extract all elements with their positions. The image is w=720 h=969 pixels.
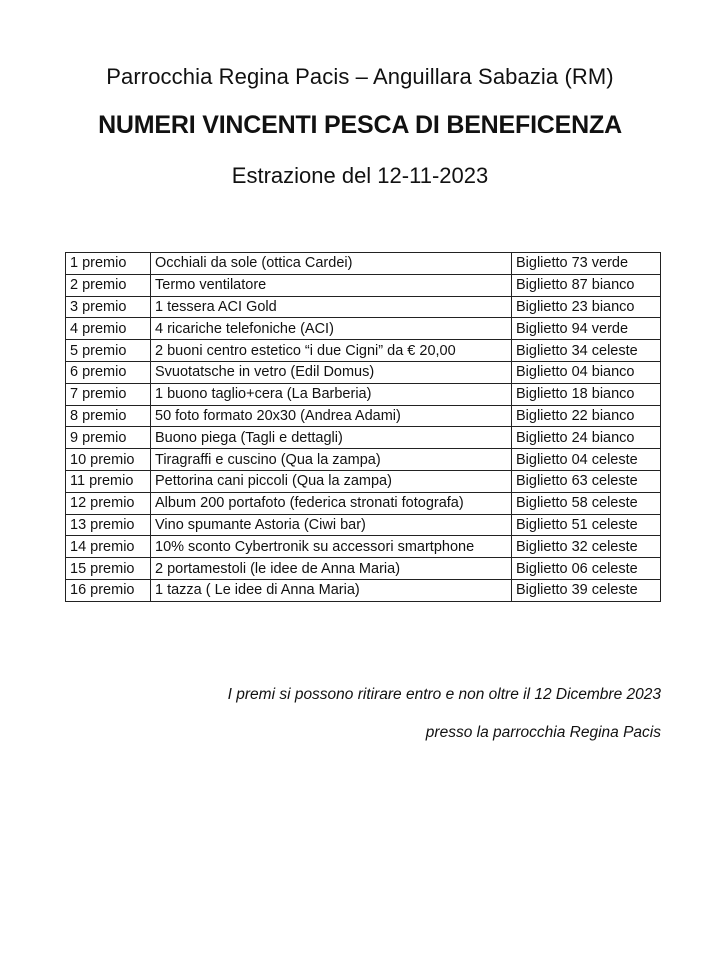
prize-rank-cell: 5 premio [66, 340, 151, 362]
prize-description-cell: 2 portamestoli (le idee de Anna Maria) [151, 558, 512, 580]
prize-description-cell: Pettorina cani piccoli (Qua la zampa) [151, 470, 512, 492]
footer-deadline: I premi si possono ritirare entro e non oltre il 12 Dicembre 2023 [227, 686, 661, 703]
prize-description-cell: 1 tessera ACI Gold [151, 296, 512, 318]
prize-description-cell: 1 tazza ( Le idee di Anna Maria) [151, 579, 512, 601]
ticket-number-cell: Biglietto 04 celeste [512, 449, 661, 471]
prize-rank-cell: 9 premio [66, 427, 151, 449]
prize-rank-cell: 13 premio [66, 514, 151, 536]
ticket-number-cell: Biglietto 39 celeste [512, 579, 661, 601]
table-row [66, 536, 661, 558]
prize-rank-cell: 4 premio [66, 318, 151, 340]
prize-description-cell: Svuotatsche in vetro (Edil Domus) [151, 361, 512, 383]
footer-location: presso la parrocchia Regina Pacis [425, 724, 661, 741]
prize-description-cell: 50 foto formato 20x30 (Andrea Adami) [151, 405, 512, 427]
ticket-number-cell: Biglietto 24 bianco [512, 427, 661, 449]
table-row [66, 492, 661, 514]
ticket-number-cell: Biglietto 58 celeste [512, 492, 661, 514]
ticket-number-cell: Biglietto 18 bianco [512, 383, 661, 405]
ticket-number-cell: Biglietto 34 celeste [512, 340, 661, 362]
ticket-number-cell: Biglietto 04 bianco [512, 361, 661, 383]
prize-rank-cell: 16 premio [66, 579, 151, 601]
table-row [66, 449, 661, 471]
prize-rank-cell: 6 premio [66, 361, 151, 383]
prize-description-cell: 2 buoni centro estetico “i due Cigni” da € 20,00 [151, 340, 512, 362]
ticket-number-cell: Biglietto 06 celeste [512, 558, 661, 580]
prize-rank-cell: 10 premio [66, 449, 151, 471]
prize-description-cell: Buono piega (Tagli e dettagli) [151, 427, 512, 449]
prize-rank-cell: 2 premio [66, 274, 151, 296]
table-row [66, 361, 661, 383]
prize-description-cell: 1 buono taglio+cera (La Barberia) [151, 383, 512, 405]
prize-rank-cell: 14 premio [66, 536, 151, 558]
ticket-number-cell: Biglietto 32 celeste [512, 536, 661, 558]
table-row [66, 253, 661, 275]
ticket-number-cell: Biglietto 73 verde [512, 253, 661, 275]
prize-rank-cell: 15 premio [66, 558, 151, 580]
table-row [66, 558, 661, 580]
prize-rank-cell: 11 premio [66, 470, 151, 492]
prize-description-cell: Termo ventilatore [151, 274, 512, 296]
parish-title: Parrocchia Regina Pacis – Anguillara Sabazia (RM) [106, 64, 614, 89]
prize-rank-cell: 12 premio [66, 492, 151, 514]
table-row [66, 318, 661, 340]
draw-date: Estrazione del 12-11-2023 [231, 163, 489, 188]
prize-description-cell: Occhiali da sole (ottica Cardei) [151, 253, 512, 275]
table-row [66, 579, 661, 601]
page-title: NUMERI VINCENTI PESCA DI BENEFICENZA [98, 111, 622, 139]
table-row [66, 274, 661, 296]
ticket-number-cell: Biglietto 63 celeste [512, 470, 661, 492]
ticket-number-cell: Biglietto 22 bianco [512, 405, 661, 427]
prize-rank-cell: 3 premio [66, 296, 151, 318]
table-row [66, 340, 661, 362]
prize-rank-cell: 1 premio [66, 253, 151, 275]
table-row [66, 427, 661, 449]
prizes-table [65, 252, 661, 602]
ticket-number-cell: Biglietto 87 bianco [512, 274, 661, 296]
ticket-number-cell: Biglietto 23 bianco [512, 296, 661, 318]
table-row [66, 470, 661, 492]
prizes-table-body [66, 253, 661, 602]
table-row [66, 383, 661, 405]
table-row [66, 296, 661, 318]
ticket-number-cell: Biglietto 94 verde [512, 318, 661, 340]
prize-description-cell: Album 200 portafoto (federica stronati fotografa) [151, 492, 512, 514]
table-row [66, 514, 661, 536]
prize-description-cell: 10% sconto Cybertronik su accessori smartphone [151, 536, 512, 558]
table-row [66, 405, 661, 427]
prize-description-cell: 4 ricariche telefoniche (ACI) [151, 318, 512, 340]
prize-rank-cell: 7 premio [66, 383, 151, 405]
ticket-number-cell: Biglietto 51 celeste [512, 514, 661, 536]
prize-description-cell: Vino spumante Astoria (Ciwi bar) [151, 514, 512, 536]
prize-rank-cell: 8 premio [66, 405, 151, 427]
prize-description-cell: Tiragraffi e cuscino (Qua la zampa) [151, 449, 512, 471]
